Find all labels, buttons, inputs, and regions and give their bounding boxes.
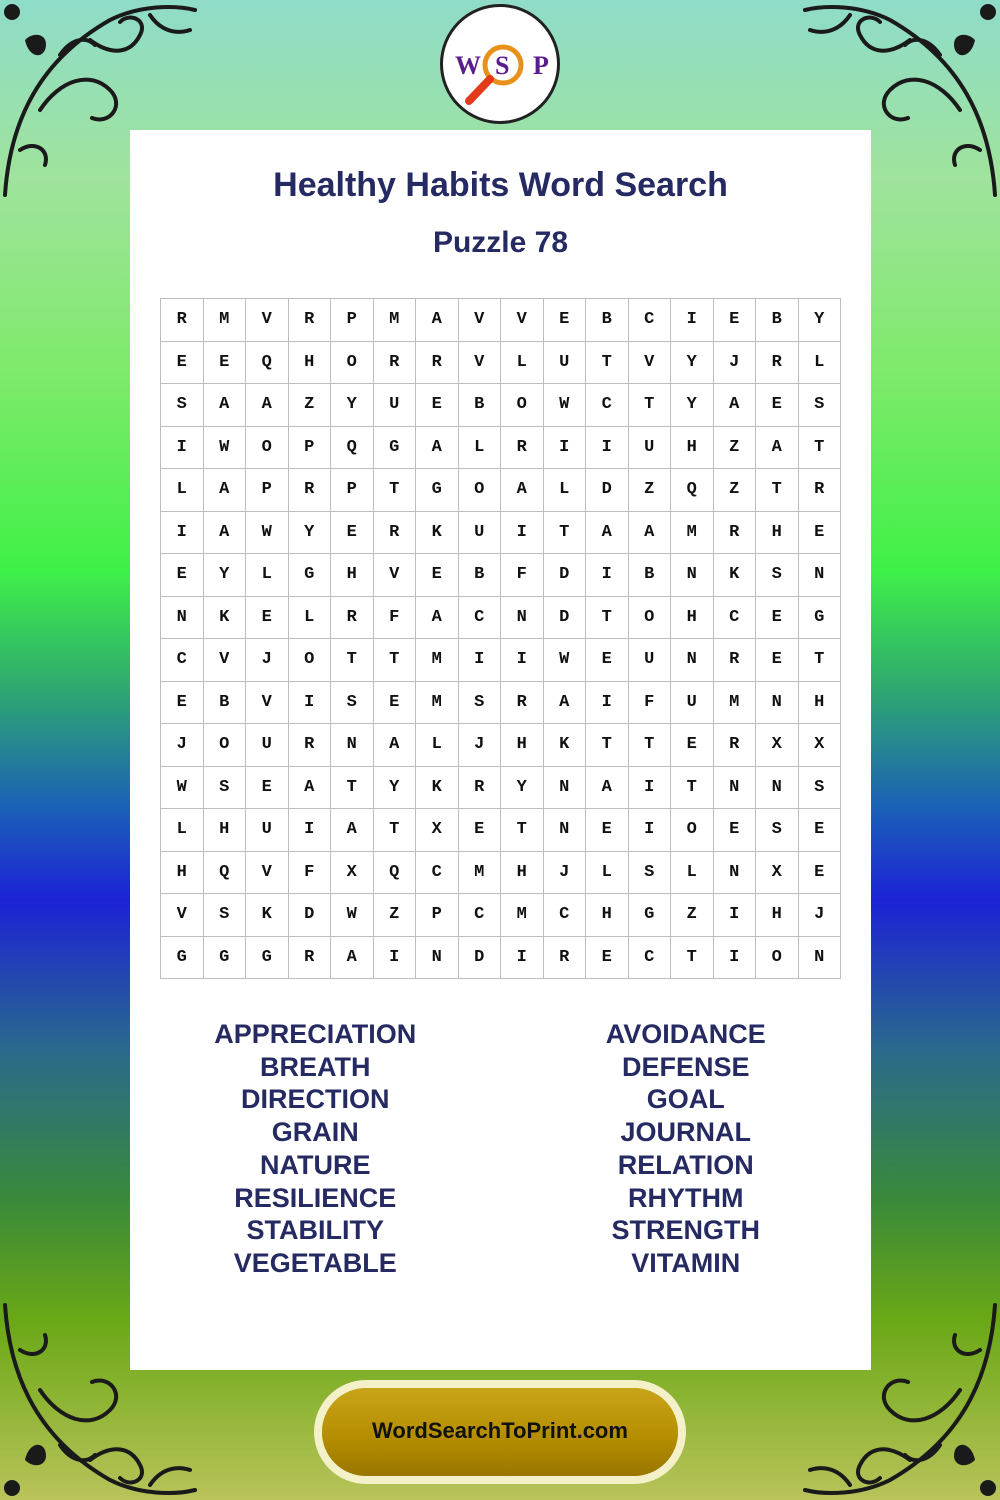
page-title: Healthy Habits Word Search [273,166,728,204]
grid-cell[interactable]: A [629,512,672,555]
grid-cell[interactable]: K [246,894,289,937]
grid-cell[interactable]: R [544,937,587,980]
grid-cell[interactable]: E [671,724,714,767]
grid-cell[interactable]: R [756,342,799,385]
grid-cell[interactable]: N [501,597,544,640]
grid-cell[interactable]: E [331,512,374,555]
grid-cell[interactable]: E [799,512,842,555]
grid-cell[interactable]: L [501,342,544,385]
grid-cell[interactable]: A [416,299,459,342]
grid-cell[interactable]: M [416,639,459,682]
grid-cell[interactable]: P [246,469,289,512]
grid-cell[interactable]: M [714,682,757,725]
grid-cell[interactable]: O [671,809,714,852]
grid-cell[interactable]: A [204,469,247,512]
grid-cell[interactable]: D [544,554,587,597]
grid-cell[interactable]: A [374,724,417,767]
grid-cell[interactable]: R [714,512,757,555]
grid-cell[interactable]: M [501,894,544,937]
grid-cell[interactable]: B [756,299,799,342]
grid-cell[interactable]: S [756,554,799,597]
grid-cell[interactable]: K [416,767,459,810]
grid-cell[interactable]: O [204,724,247,767]
grid-cell[interactable]: U [246,724,289,767]
grid-cell[interactable]: A [586,512,629,555]
grid-cell[interactable]: B [204,682,247,725]
grid-cell[interactable]: E [799,852,842,895]
word-list [130,1018,871,1280]
grid-cell[interactable]: O [629,597,672,640]
grid-cell[interactable]: T [756,469,799,512]
grid-cell[interactable]: S [756,809,799,852]
grid-cell[interactable]: A [714,384,757,427]
word-item: STRENGTH [611,1215,760,1246]
grid-cell[interactable]: E [586,639,629,682]
grid-cell[interactable]: T [374,469,417,512]
grid-cell[interactable]: V [374,554,417,597]
grid-cell[interactable]: W [544,384,587,427]
grid-cell[interactable]: Y [331,384,374,427]
grid-cell[interactable]: H [501,852,544,895]
grid-cell[interactable]: T [671,937,714,980]
grid-cell[interactable]: T [544,512,587,555]
grid-cell[interactable]: N [671,554,714,597]
grid-cell[interactable]: K [714,554,757,597]
grid-cell[interactable]: R [374,342,417,385]
grid-cell[interactable]: E [459,809,502,852]
grid-cell[interactable]: A [586,767,629,810]
grid-cell[interactable]: M [204,299,247,342]
grid-cell[interactable]: T [799,427,842,470]
grid-cell[interactable]: E [416,554,459,597]
grid-cell[interactable]: S [161,384,204,427]
grid-cell[interactable]: N [756,682,799,725]
grid-cell[interactable]: Y [799,299,842,342]
grid-cell[interactable]: E [161,342,204,385]
grid-cell[interactable]: E [714,299,757,342]
grid-cell[interactable]: S [331,682,374,725]
word-item: GRAIN [271,1117,359,1148]
grid-cell[interactable]: U [629,639,672,682]
grid-cell[interactable]: C [161,639,204,682]
grid-cell[interactable]: G [629,894,672,937]
grid-cell[interactable]: H [799,682,842,725]
grid-cell[interactable]: T [331,639,374,682]
grid-cell[interactable]: F [629,682,672,725]
grid-cell[interactable]: X [416,809,459,852]
word-item: DIRECTION [241,1084,390,1115]
grid-cell[interactable]: Z [714,427,757,470]
grid-cell[interactable]: V [629,342,672,385]
grid-cell[interactable]: E [586,937,629,980]
grid-cell[interactable]: H [756,512,799,555]
grid-cell[interactable]: E [756,597,799,640]
grid-cell[interactable]: I [161,512,204,555]
grid-cell[interactable]: A [544,682,587,725]
grid-cell[interactable]: R [289,937,332,980]
grid-cell[interactable]: R [289,299,332,342]
website-link[interactable]: WordSearchToPrint.com [372,1418,628,1443]
grid-cell[interactable]: K [416,512,459,555]
grid-cell[interactable]: R [459,767,502,810]
grid-cell[interactable]: R [416,342,459,385]
grid-cell[interactable]: T [586,597,629,640]
grid-cell[interactable]: O [501,384,544,427]
grid-cell[interactable]: E [246,767,289,810]
grid-cell[interactable]: G [246,937,289,980]
grid-cell[interactable]: I [586,554,629,597]
grid-cell[interactable]: R [161,299,204,342]
grid-cell[interactable]: Q [204,852,247,895]
grid-cell[interactable]: I [289,809,332,852]
grid-cell[interactable]: V [161,894,204,937]
grid-cell[interactable]: X [756,852,799,895]
grid-cell[interactable]: J [544,852,587,895]
grid-cell[interactable]: I [544,427,587,470]
grid-cell[interactable]: J [246,639,289,682]
grid-cell[interactable]: F [501,554,544,597]
word-item: DEFENSE [621,1051,750,1082]
grid-cell[interactable]: E [246,597,289,640]
grid-cell[interactable]: L [246,554,289,597]
grid-cell[interactable]: W [331,894,374,937]
grid-cell[interactable]: X [799,724,842,767]
word-item: GOAL [646,1084,725,1115]
grid-cell[interactable]: L [416,724,459,767]
word-item: AVOIDANCE [605,1019,766,1049]
word-item: APPRECIATION [214,1019,417,1049]
grid-cell[interactable]: V [204,639,247,682]
word-item: RELATION [617,1149,754,1180]
grid-cell[interactable]: S [629,852,672,895]
grid-cell[interactable]: H [756,894,799,937]
grid-cell[interactable]: I [586,427,629,470]
grid-cell[interactable]: H [671,427,714,470]
grid-cell[interactable]: G [799,597,842,640]
wsp-logo [440,4,560,124]
grid-cell[interactable]: R [501,427,544,470]
grid-cell[interactable]: G [289,554,332,597]
grid-cell[interactable]: N [714,852,757,895]
grid-cell[interactable]: U [671,682,714,725]
grid-cell[interactable]: S [204,767,247,810]
grid-cell[interactable]: O [246,427,289,470]
grid-cell[interactable]: P [416,894,459,937]
grid-cell[interactable]: T [671,767,714,810]
grid-cell[interactable]: B [459,384,502,427]
grid-cell[interactable]: E [756,639,799,682]
grid-cell[interactable]: Y [374,767,417,810]
grid-cell[interactable]: R [374,512,417,555]
grid-cell[interactable]: I [586,682,629,725]
logo-letter-p: P [533,51,551,80]
grid-cell[interactable]: H [204,809,247,852]
grid-cell[interactable]: A [246,384,289,427]
grid-cell[interactable]: Y [501,767,544,810]
grid-cell[interactable]: Q [246,342,289,385]
grid-cell[interactable]: V [246,682,289,725]
grid-cell[interactable]: E [586,809,629,852]
grid-cell[interactable]: X [331,852,374,895]
grid-cell[interactable]: I [501,937,544,980]
grid-cell[interactable]: T [374,809,417,852]
grid-cell[interactable]: C [416,852,459,895]
grid-cell[interactable]: O [756,937,799,980]
grid-cell[interactable]: A [331,937,374,980]
grid-cell[interactable]: U [374,384,417,427]
grid-cell[interactable]: V [459,342,502,385]
grid-cell[interactable]: A [416,427,459,470]
grid-cell[interactable]: W [204,427,247,470]
grid-cell[interactable]: W [161,767,204,810]
grid-cell[interactable]: L [161,469,204,512]
grid-cell[interactable]: L [459,427,502,470]
grid-cell[interactable]: R [331,597,374,640]
word-item: NATURE [260,1149,371,1180]
grid-cell[interactable]: N [416,937,459,980]
grid-cell[interactable]: A [416,597,459,640]
grid-cell[interactable]: E [544,299,587,342]
grid-cell[interactable]: Y [289,512,332,555]
word-item: VITAMIN [631,1247,741,1278]
word-item: RESILIENCE [234,1182,397,1213]
grid-cell[interactable]: A [756,427,799,470]
grid-cell[interactable]: H [331,554,374,597]
grid-cell[interactable]: H [501,724,544,767]
grid-cell[interactable]: J [161,724,204,767]
grid-cell[interactable]: S [799,767,842,810]
grid-cell[interactable]: C [714,597,757,640]
grid-cell[interactable]: R [501,682,544,725]
grid-cell[interactable]: N [671,639,714,682]
grid-cell[interactable]: A [204,512,247,555]
grid-cell[interactable]: N [714,767,757,810]
grid-cell[interactable]: E [416,384,459,427]
grid-cell[interactable]: I [671,299,714,342]
grid-cell[interactable]: I [629,767,672,810]
word-list-right-column [501,1018,872,1280]
grid-cell[interactable]: Z [714,469,757,512]
grid-cell[interactable]: R [714,724,757,767]
grid-cell[interactable]: T [501,809,544,852]
grid-cell[interactable]: Q [374,852,417,895]
grid-cell[interactable]: H [671,597,714,640]
grid-cell[interactable]: C [459,597,502,640]
grid-cell[interactable]: T [629,724,672,767]
word-item: BREATH [260,1051,371,1082]
grid-cell[interactable]: I [501,512,544,555]
word-list-left-column [130,1018,501,1280]
grid-cell[interactable]: O [289,639,332,682]
website-badge[interactable] [322,1388,678,1476]
grid-cell[interactable]: J [714,342,757,385]
grid-cell[interactable]: W [246,512,289,555]
grid-cell[interactable]: P [331,469,374,512]
grid-cell[interactable]: O [459,469,502,512]
grid-cell[interactable]: Z [671,894,714,937]
grid-cell[interactable]: C [586,384,629,427]
grid-cell[interactable]: S [799,384,842,427]
grid-cell[interactable]: I [459,639,502,682]
grid-cell[interactable]: K [544,724,587,767]
grid-cell[interactable]: L [671,852,714,895]
grid-cell[interactable]: S [459,682,502,725]
grid-cell[interactable]: N [544,767,587,810]
grid-cell[interactable]: J [459,724,502,767]
grid-cell[interactable]: G [416,469,459,512]
grid-cell[interactable]: D [289,894,332,937]
grid-cell[interactable]: H [586,894,629,937]
grid-cell[interactable]: U [246,809,289,852]
logo-letter-w: W [455,51,483,80]
grid-cell[interactable]: X [756,724,799,767]
grid-cell[interactable]: I [629,809,672,852]
grid-cell[interactable]: T [374,639,417,682]
grid-cell[interactable]: B [459,554,502,597]
grid-cell[interactable]: B [629,554,672,597]
grid-cell[interactable]: M [671,512,714,555]
grid-cell[interactable]: R [714,639,757,682]
word-item: RHYTHM [628,1182,744,1213]
grid-cell[interactable]: T [799,639,842,682]
grid-cell[interactable]: L [289,597,332,640]
grid-cell[interactable]: L [586,852,629,895]
grid-cell[interactable]: H [289,342,332,385]
grid-cell[interactable]: V [246,852,289,895]
grid-cell[interactable]: N [331,724,374,767]
grid-cell[interactable]: L [161,809,204,852]
grid-cell[interactable]: E [374,682,417,725]
grid-cell[interactable]: A [501,469,544,512]
word-item: VEGETABLE [233,1247,397,1278]
grid-cell[interactable]: A [204,384,247,427]
grid-cell[interactable]: G [374,427,417,470]
grid-cell[interactable]: R [289,469,332,512]
grid-cell[interactable]: Y [671,342,714,385]
grid-cell[interactable]: Z [374,894,417,937]
grid-cell[interactable]: I [501,639,544,682]
grid-cell[interactable]: T [629,384,672,427]
grid-cell[interactable]: S [204,894,247,937]
grid-cell[interactable]: T [586,724,629,767]
grid-cell[interactable]: O [331,342,374,385]
grid-cell[interactable]: Y [204,554,247,597]
grid-cell[interactable]: R [289,724,332,767]
grid-cell[interactable]: N [161,597,204,640]
grid-cell[interactable]: N [544,809,587,852]
grid-cell[interactable]: Z [629,469,672,512]
grid-cell[interactable]: M [374,299,417,342]
grid-cell[interactable]: E [161,554,204,597]
grid-cell[interactable]: D [586,469,629,512]
grid-cell[interactable]: B [586,299,629,342]
grid-cell[interactable]: H [161,852,204,895]
grid-cell[interactable]: C [544,894,587,937]
grid-cell[interactable]: P [289,427,332,470]
grid-cell[interactable]: I [161,427,204,470]
word-item: JOURNAL [620,1117,751,1148]
grid-cell[interactable]: Y [671,384,714,427]
grid-cell[interactable]: V [246,299,289,342]
grid-cell[interactable]: U [629,427,672,470]
grid-cell[interactable]: E [714,809,757,852]
grid-cell[interactable]: W [544,639,587,682]
grid-cell[interactable]: E [161,682,204,725]
grid-cell[interactable]: N [756,767,799,810]
grid-cell[interactable]: I [289,682,332,725]
grid-cell[interactable]: K [204,597,247,640]
grid-cell[interactable]: C [629,299,672,342]
grid-cell[interactable]: I [714,937,757,980]
grid-cell[interactable]: N [799,554,842,597]
grid-cell[interactable]: M [459,852,502,895]
grid-cell[interactable]: Q [671,469,714,512]
grid-cell[interactable]: U [544,342,587,385]
grid-cell[interactable]: A [289,767,332,810]
grid-cell[interactable]: Z [289,384,332,427]
grid-cell[interactable]: G [161,937,204,980]
grid-cell[interactable]: Q [331,427,374,470]
grid-cell[interactable]: D [459,937,502,980]
grid-cell[interactable]: V [501,299,544,342]
grid-cell[interactable]: A [331,809,374,852]
puzzle-number: Puzzle 78 [432,226,569,259]
grid-cell[interactable]: F [374,597,417,640]
grid-cell[interactable]: U [459,512,502,555]
grid-cell[interactable]: P [331,299,374,342]
grid-cell[interactable]: R [799,469,842,512]
grid-cell[interactable]: T [586,342,629,385]
grid-cell[interactable]: E [756,384,799,427]
grid-cell[interactable]: E [204,342,247,385]
letter-grid [160,298,841,979]
logo-letter-s: S [495,51,512,80]
puzzle-sheet [130,130,871,1370]
grid-cell[interactable]: I [714,894,757,937]
grid-cell[interactable]: F [289,852,332,895]
grid-cell[interactable]: D [544,597,587,640]
grid-cell[interactable]: L [544,469,587,512]
grid-cell[interactable]: N [799,937,842,980]
grid-cell[interactable]: C [629,937,672,980]
grid-cell[interactable]: J [799,894,842,937]
grid-cell[interactable]: C [459,894,502,937]
grid-cell[interactable]: V [459,299,502,342]
grid-cell[interactable]: M [416,682,459,725]
grid-cell[interactable]: I [374,937,417,980]
word-item: STABILITY [246,1215,384,1246]
grid-cell[interactable]: L [799,342,842,385]
grid-cell[interactable]: G [204,937,247,980]
grid-cell[interactable]: T [331,767,374,810]
grid-cell[interactable]: E [799,809,842,852]
